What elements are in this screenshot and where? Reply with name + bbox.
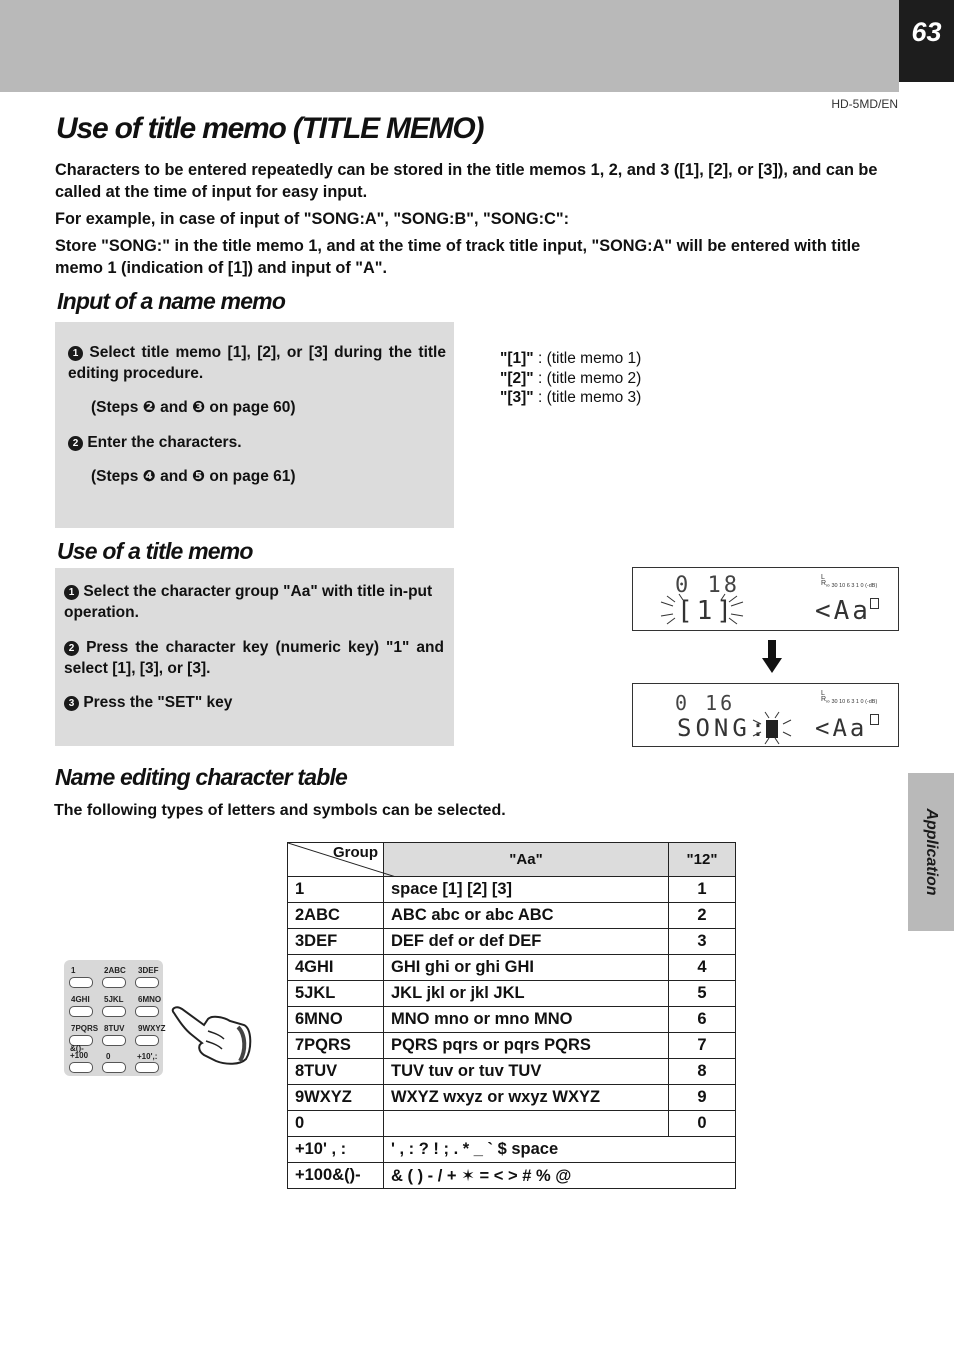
- keypad-label: 4GHI: [71, 995, 90, 1004]
- keypad-label: &()- +100: [70, 1044, 89, 1060]
- step-text: Press the character key (numeric key) "1" and select [1], [3], or [3].: [64, 639, 444, 677]
- step-item: [64, 581, 444, 623]
- page-title: Use of title memo (TITLE MEMO): [56, 112, 484, 145]
- step-item: [68, 342, 446, 384]
- memo-item: "[2]" : (title memo 2): [500, 369, 642, 387]
- table-row: 7PQRS PQRS pqrs or pqrs PQRS 7: [288, 1033, 736, 1059]
- table-header-group: Group: [288, 843, 384, 877]
- page-number: 63: [899, 0, 954, 82]
- keypad-key: [69, 1006, 93, 1017]
- lcd-display-1: [632, 567, 899, 631]
- arrow-down-icon: [762, 640, 782, 674]
- model-code: HD-5MD/EN: [831, 97, 898, 111]
- keypad-key: [102, 1035, 126, 1046]
- header-bar: [0, 0, 899, 92]
- keypad-key: [102, 1062, 126, 1073]
- step-text: Select title memo [1], [2], or [3] during the title editing procedure.: [68, 344, 446, 382]
- memo-item: "[1]" : (title memo 1): [500, 350, 642, 367]
- step-note: (Steps ❹ and ❺ on page 61): [91, 468, 296, 485]
- step-number-icon: 2: [68, 436, 83, 451]
- numeric-keypad-illustration: [64, 960, 166, 1076]
- section-heading-input-memo: Input of a name memo: [57, 288, 286, 314]
- step-number-icon: 1: [68, 346, 83, 361]
- table-row: 2ABC ABC abc or abc ABC 2: [288, 903, 736, 929]
- section-heading-use-memo: Use of a title memo: [57, 538, 253, 564]
- step-number-icon: 2: [64, 641, 79, 656]
- keypad-key: [69, 977, 93, 988]
- step-item: [64, 692, 444, 713]
- keypad-label: 3DEF: [138, 966, 159, 975]
- lcd-display-2: [632, 683, 899, 747]
- step-number-icon: 1: [64, 585, 79, 600]
- step-text: Select the character group "Aa" with title in-put operation.: [64, 583, 433, 621]
- lcd-track-number: 0 18: [675, 573, 740, 598]
- table-header-aa: "Aa": [384, 843, 669, 877]
- table-row: 0 0: [288, 1111, 736, 1137]
- side-tab-application: Application: [908, 773, 954, 931]
- lcd-main-text: SONG:: [677, 714, 770, 742]
- step-text: Press the "SET" key: [83, 694, 233, 711]
- table-row: 4GHI GHI ghi or ghi GHI 4: [288, 955, 736, 981]
- lcd-main-text: [1]: [677, 596, 736, 626]
- table-header-12: "12": [669, 843, 736, 877]
- keypad-label: 0: [106, 1052, 111, 1061]
- table-row: 8TUV TUV tuv or tuv TUV 8: [288, 1059, 736, 1085]
- keypad-key: [135, 1062, 159, 1073]
- section-heading-char-table: Name editing character table: [55, 764, 348, 790]
- step-note: (Steps ❷ and ❸ on page 60): [91, 399, 296, 416]
- intro-paragraph: For example, in case of input of "SONG:A", "SONG:B", "SONG:C":: [55, 210, 569, 228]
- step-item: [68, 432, 242, 453]
- table-row: +10' , : ' , : ? ! ; . * _ ` $ space: [288, 1137, 736, 1163]
- table-row: 9WXYZ WXYZ wxyz or wxyz WXYZ 9: [288, 1085, 736, 1111]
- table-row: 6MNO MNO mno or mno MNO 6: [288, 1007, 736, 1033]
- table-header-row: [288, 843, 736, 877]
- keypad-key: [135, 1035, 159, 1046]
- lcd-meter-scale: ∞ 30 10 6 3 1 0 (-dB): [826, 583, 878, 589]
- step-item: [64, 637, 444, 679]
- lcd-track-number: 0 16: [675, 691, 736, 715]
- character-table: [287, 842, 736, 1189]
- table-row: 1 space [1] [2] [3] 1: [288, 877, 736, 903]
- table-row: +100&()- & ( ) - / + ✶ = < > # % @: [288, 1163, 736, 1189]
- hand-pointer-icon: [168, 1005, 256, 1067]
- keypad-label: 2ABC: [104, 966, 126, 975]
- step-number-icon: 3: [64, 696, 79, 711]
- table-row: 5JKL JKL jkl or jkl JKL 5: [288, 981, 736, 1007]
- lcd-disc-icon: [870, 598, 879, 609]
- keypad-label: +10',:: [137, 1052, 158, 1061]
- keypad-label: 5JKL: [104, 995, 124, 1004]
- keypad-key: [102, 977, 126, 988]
- lcd-meter-scale: ∞ 30 10 6 3 1 0 (-dB): [826, 699, 878, 705]
- lcd-lr-label: L R: [821, 574, 827, 587]
- keypad-label: 7PQRS: [71, 1024, 99, 1033]
- intro-paragraph: Characters to be entered repeatedly can be stored in the title memos 1, 2, and 3 ([1], [2], or [3]), and can be called at the time of input for easy input.: [55, 161, 878, 201]
- lcd-mode-indicator: <Aa: [815, 714, 868, 742]
- keypad-key: [135, 977, 159, 988]
- keypad-label: 1: [71, 966, 76, 975]
- keypad-label: 6MNO: [138, 995, 162, 1004]
- memo-list: [500, 349, 641, 408]
- table-row: 3DEF DEF def or def DEF 3: [288, 929, 736, 955]
- input-steps-box: [55, 322, 454, 528]
- intro-paragraph: Store "SONG:" in the title memo 1, and at the time of track title input, "SONG:A" will be entered with title memo 1 (indication of [1]) and input of "A".: [55, 237, 861, 277]
- keypad-key: [69, 1062, 93, 1073]
- lcd-disc-icon: [870, 714, 879, 725]
- keypad-key: [102, 1006, 126, 1017]
- keypad-label: 9WXYZ: [138, 1024, 166, 1033]
- lcd-mode-indicator: <Aa: [815, 596, 871, 626]
- step-text: Enter the characters.: [87, 434, 242, 451]
- keypad-label: 8TUV: [104, 1024, 125, 1033]
- use-steps-box: [55, 568, 454, 746]
- keypad-key: [135, 1006, 159, 1017]
- memo-item: "[3]" : (title memo 3): [500, 389, 642, 406]
- lcd-lr-label: L R: [821, 690, 827, 703]
- table-subtitle: The following types of letters and symbols can be selected.: [54, 802, 506, 819]
